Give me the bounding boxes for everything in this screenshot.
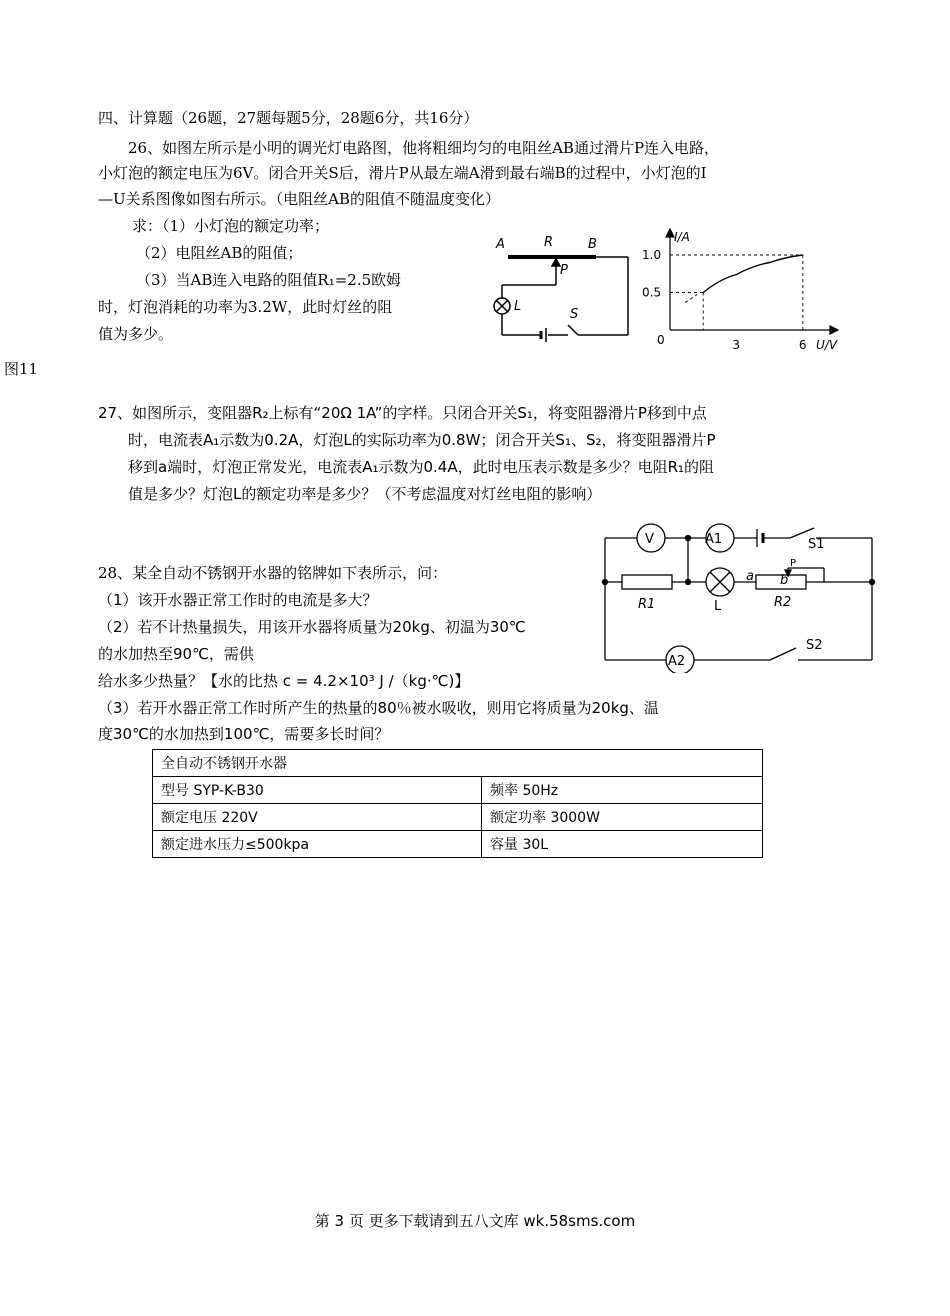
label-r1: R1 xyxy=(638,597,656,612)
table-row xyxy=(153,750,763,777)
q28-line: 28、某全自动不锈钢开水器的铭牌如下表所示，问： xyxy=(98,564,448,582)
label-p: P xyxy=(560,263,568,278)
label-b: b xyxy=(780,573,789,588)
junction-dot xyxy=(870,580,875,585)
junction-dot xyxy=(686,580,691,585)
q26-line: 时，灯泡消耗的功率为3.2W，此时灯丝的阻 xyxy=(98,298,393,316)
table-cell: 型号 SYP-K-B30 xyxy=(153,777,482,804)
iu-extrapolation xyxy=(685,295,697,303)
table-row xyxy=(153,804,763,831)
q28-line: 的水加热至90℃，需供 xyxy=(98,645,254,663)
label-a: A xyxy=(496,237,505,252)
q26-line: （3）当AB连入电路的阻值R₁=2.5欧姆 xyxy=(136,271,402,289)
slider-arrow-icon xyxy=(552,259,560,266)
x-axis-arrow-icon xyxy=(830,326,838,334)
table-cell: 额定进水压力≤500kpa xyxy=(153,831,482,858)
junction-dot xyxy=(603,580,608,585)
x-tick-label: 6 xyxy=(798,338,807,352)
label-s: S xyxy=(570,307,579,322)
label-l: L xyxy=(714,599,722,614)
y-tick-label: 0.5 xyxy=(642,285,662,300)
q26-line: —U关系图像如图右所示。（电阻丝AB的阻值不随温度变化） xyxy=(98,190,500,208)
table-cell: 容量 30L xyxy=(482,831,763,858)
q26-line: 小灯泡的额定电压为6V。闭合开关S后，滑片P从最左端A滑到最右端B的过程中，小灯泡的I xyxy=(98,164,707,182)
q28-line: （1）该开水器正常工作时的电流是多大？ xyxy=(98,591,378,609)
switch-s-blade xyxy=(568,325,578,335)
q28-line: 度30℃的水加热到100℃，需要多长时间？ xyxy=(98,725,390,743)
label-a: a xyxy=(746,569,754,584)
q27-line: 移到a端时，灯泡正常发光，电流表A₁示数为0.4A，此时电压表示数是多少？电阻R₁的阻 xyxy=(128,458,715,476)
q28-line: 给水多少热量？【水的比热 c = 4.2×10³ J /（kg·℃)】 xyxy=(98,672,470,690)
table-header: 全自动不锈钢开水器 xyxy=(153,750,763,777)
x-axis-label: U/V xyxy=(816,338,838,352)
label-a1: A1 xyxy=(705,532,723,547)
q27-line: 值是多少？灯泡L的额定功率是多少？（不考虑温度对灯丝电阻的影响） xyxy=(128,485,602,503)
q27-line: 时，电流表A₁示数为0.2A，灯泡L的实际功率为0.8W；闭合开关S₁、S₂，将变阻器滑片P xyxy=(128,431,716,449)
q28-line: （3）若开水器正常工作时所产生的热量的80％被水吸收，则用它将质量为20kg、温 xyxy=(98,699,659,717)
q28-line: （2）若不计热量损失，用该开水器将质量为20kg、初温为30℃ xyxy=(98,618,526,636)
label-l: L xyxy=(514,299,522,314)
switch-s2-blade xyxy=(770,648,796,660)
q26-line: 求：（1）小灯泡的额定功率； xyxy=(132,217,330,235)
label-r: R xyxy=(544,235,554,250)
y-axis-label: I/A xyxy=(674,230,690,244)
q27-line: 27、如图所示，变阻器R₂上标有“20Ω 1A”的字样。只闭合开关S₁，将变阻器滑片P移到中点 xyxy=(98,404,707,422)
table-cell: 额定电压 220V xyxy=(153,804,482,831)
junction-dot xyxy=(686,536,691,541)
table-cell: 频率 50Hz xyxy=(482,777,763,804)
specs-table xyxy=(152,749,763,858)
q26-line: 值为多少。 xyxy=(98,325,174,343)
x-tick-label: 3 xyxy=(732,338,741,352)
label-a2: A2 xyxy=(668,654,686,669)
page-footer: 第 3 页 更多下载请到五八文库 wk.58sms.com xyxy=(314,1212,636,1230)
table-cell: 额定功率 3000W xyxy=(482,804,763,831)
q26-line: （2）电阻丝AB的阻值； xyxy=(136,244,303,262)
q27-circuit-diagram xyxy=(600,518,882,673)
iu-graph xyxy=(640,225,845,355)
label-v: V xyxy=(645,532,654,547)
label-p: P xyxy=(790,558,797,569)
origin-label: 0 xyxy=(657,333,665,347)
label-b: B xyxy=(588,237,597,252)
table-row xyxy=(153,777,763,804)
label-r2: R2 xyxy=(774,595,792,610)
q26-line: 26、如图左所示是小明的调光灯电路图，他将粗细均匀的电阻丝AB通过滑片P连入电路， xyxy=(128,139,720,157)
label-s2: S2 xyxy=(806,638,823,653)
y-axis-arrow-icon xyxy=(666,229,674,237)
y-tick-label: 1.0 xyxy=(642,248,662,262)
resistor-r1 xyxy=(622,575,672,589)
table-row xyxy=(153,831,763,858)
dimmer-circuit-diagram xyxy=(488,230,638,345)
iu-curve xyxy=(703,255,803,293)
section-title: 四、计算题（26题，27题每题5分，28题6分，共16分） xyxy=(98,109,479,127)
figure-label: 图11 xyxy=(4,360,39,378)
label-s1: S1 xyxy=(808,537,825,552)
